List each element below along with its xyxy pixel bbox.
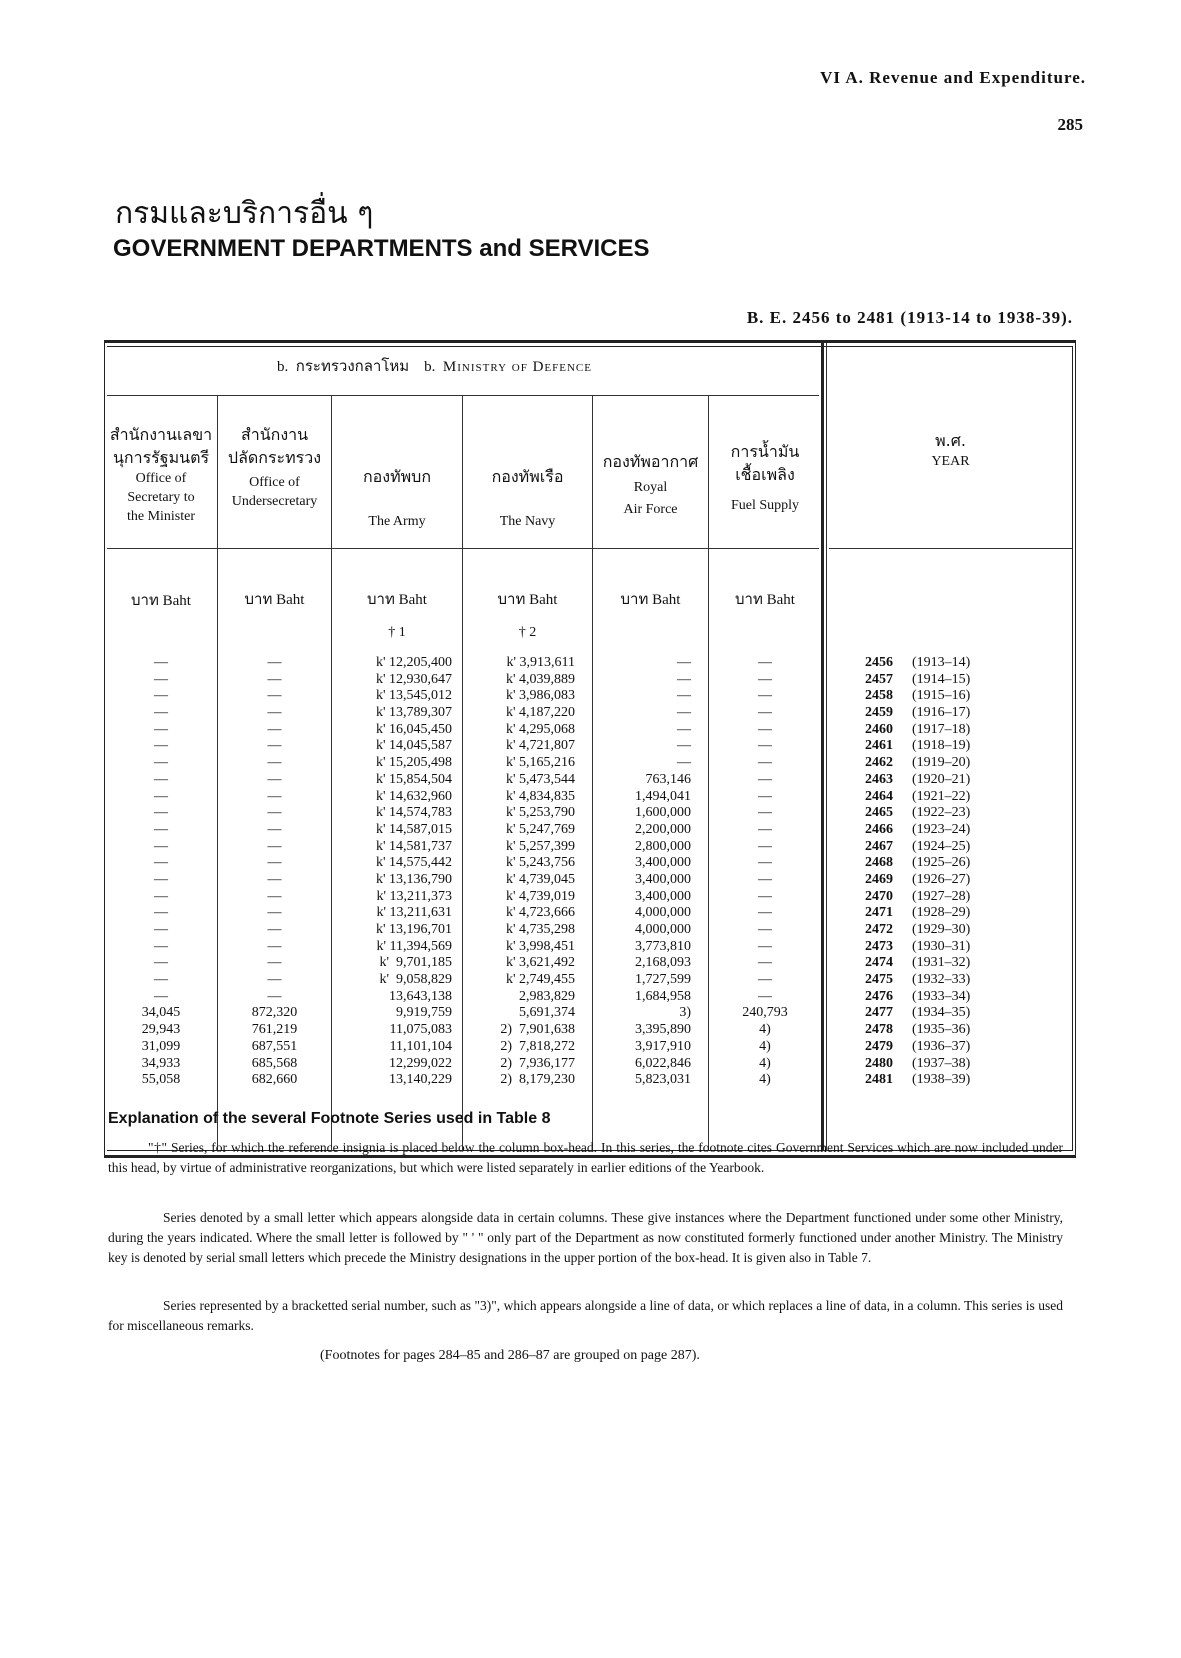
column-airforce — [593, 655, 691, 1089]
table-cell: — — [758, 955, 772, 971]
table-cell: — — [154, 905, 168, 921]
table-cell: 6,022,846 — [635, 1055, 691, 1071]
table-cell: 2462 — [865, 755, 893, 771]
table-cell: — — [758, 655, 772, 670]
table-cell: — — [154, 922, 168, 937]
table-cell: 4) — [759, 1072, 771, 1088]
table-cell: k' 4,723,666 — [505, 905, 575, 921]
table-cell: — — [758, 972, 772, 988]
column-navy — [463, 655, 575, 1089]
table-cell: — — [267, 972, 282, 988]
table-cell: — — [267, 738, 282, 754]
table-cell: k' 9,058,829 — [379, 972, 452, 988]
table-cell: 55,058 — [141, 1072, 181, 1088]
table-cell: 2467 — [865, 838, 893, 854]
table-cell: (1938–39) — [912, 1072, 971, 1088]
table-cell: — — [267, 838, 282, 854]
table-cell: (1915–16) — [912, 688, 971, 704]
table-cell: 4,000,000 — [635, 922, 691, 937]
table-cell: k' 16,045,450 — [375, 721, 452, 737]
table-cell: — — [267, 888, 282, 904]
table-cell: — — [154, 688, 168, 704]
table-cell: (1922–23) — [912, 805, 971, 821]
explanation-paragraph: Series represented by a bracketted serial number, such as "3)", which appears alongside a line of data, or which replaces a line of data, in a column. This series is used for miscellaneous remarks. — [108, 1298, 1063, 1333]
page-title-thai: กรมและบริการอื่น ๆ — [115, 196, 374, 231]
table-cell: 3,395,890 — [635, 1022, 691, 1038]
table-cell: (1926–27) — [912, 871, 971, 887]
table-cell: 2) 7,818,272 — [500, 1038, 575, 1054]
period-label: B. E. 2456 to 2481 (1913-14 to 1938-39). — [746, 308, 1073, 327]
table-cell: (1934–35) — [912, 1005, 971, 1021]
table-cell: 2456 — [865, 655, 893, 670]
table-cell: — — [267, 788, 282, 804]
table-cell: k' 13,545,012 — [375, 688, 452, 704]
col-head-secretary: สำนักงานเลขา นุการรัฐมนตรี Office of Secretary to the Minister — [109, 425, 213, 524]
table-cell: 2466 — [865, 821, 893, 837]
table-cell: (1921–22) — [912, 788, 971, 804]
table-cell: k' 4,187,220 — [505, 705, 575, 721]
table-cell: 2) 7,936,177 — [500, 1055, 575, 1071]
table-cell: 3,917,910 — [635, 1038, 691, 1054]
column-fuel — [709, 655, 821, 1089]
explanation-paragraph: Series denoted by a small letter which appears alongside data in certain columns. These give instances where the Department functioned under some other Ministry, during the years indicated. Where the small letter is followed by " ' " only part of the Department as now constituted formerly functioned under another Ministry. The Ministry key is denoted by serial small letters which precede the Ministry designations in the upper portion of the box-head. It is given also in Table 7. — [108, 1210, 1063, 1265]
table-cell: 4,000,000 — [635, 905, 691, 921]
table-cell: 2481 — [865, 1072, 893, 1088]
unit-label: บาท Baht — [735, 592, 795, 608]
table-cell: 9,919,759 — [396, 1005, 452, 1021]
table-cell: — — [758, 938, 772, 954]
table-cell: — — [758, 688, 772, 704]
table-cell: — — [154, 938, 168, 954]
table-cell: k' 4,735,298 — [505, 922, 575, 937]
table-cell: — — [758, 705, 772, 721]
table-cell: 2472 — [865, 922, 893, 937]
table-cell: 5,823,031 — [635, 1072, 691, 1088]
table-cell: — — [267, 755, 282, 771]
table-cell: — — [267, 955, 282, 971]
table-cell: 2470 — [865, 888, 893, 904]
table-cell: — — [758, 922, 772, 937]
table-cell: k' 14,587,015 — [375, 821, 452, 837]
table-cell: — — [758, 988, 772, 1004]
table-cell: 2465 — [865, 805, 893, 821]
table-cell: 685,568 — [251, 1055, 298, 1071]
table-cell: k' 11,394,569 — [376, 938, 452, 954]
table-cell: k' 13,196,701 — [375, 922, 452, 937]
table-cell: — — [267, 655, 282, 670]
table-cell: k' 12,930,647 — [375, 671, 452, 687]
footnote-marker: † 1 — [388, 625, 406, 640]
table-cell: 34,933 — [141, 1055, 181, 1071]
table-cell: 31,099 — [141, 1038, 181, 1054]
table-cell: (1927–28) — [912, 888, 971, 904]
table-cell: k' 5,247,769 — [505, 821, 575, 837]
col-head-year: พ.ศ. YEAR — [931, 431, 970, 469]
table-cell: — — [154, 771, 168, 787]
table-cell: — — [154, 755, 168, 771]
table-cell: — — [267, 805, 282, 821]
table-cell: 1,494,041 — [635, 788, 691, 804]
table-cell: 2464 — [865, 788, 893, 804]
table-cell: k' 9,701,185 — [379, 955, 452, 971]
table-cell: — — [758, 871, 772, 887]
table-cell: — — [267, 871, 282, 887]
table-cell: k' 15,205,498 — [375, 755, 452, 771]
table-cell: — — [758, 671, 772, 687]
table-cell: 2,983,829 — [519, 988, 575, 1004]
table-cell: — — [154, 721, 168, 737]
table-cell: 2460 — [865, 721, 893, 737]
table-cell: — — [267, 821, 282, 837]
table-cell: — — [154, 972, 168, 988]
table-cell: 687,551 — [251, 1038, 298, 1054]
table-cell: k' 14,632,960 — [375, 788, 452, 804]
col-head-navy: กองทัพเรือ The Navy — [491, 467, 564, 529]
table-cell: — — [758, 905, 772, 921]
table-cell: — — [267, 771, 282, 787]
table-cell: 34,045 — [141, 1005, 181, 1021]
table-cell: — — [154, 738, 168, 754]
table-cell: — — [154, 838, 168, 854]
table-cell: 2,200,000 — [635, 821, 691, 837]
table-cell: — — [677, 705, 691, 721]
table-cell: 2473 — [865, 938, 893, 954]
table-cell: k' 15,854,504 — [375, 771, 452, 787]
table-cell: k' 5,165,216 — [505, 755, 575, 771]
table-cell: 3,400,000 — [635, 871, 691, 887]
column-year-ce — [912, 655, 1002, 1089]
table-cell: — — [154, 855, 168, 871]
table-cell: k' 5,257,399 — [505, 838, 575, 854]
table-cell: k' 14,574,783 — [375, 805, 452, 821]
table-cell: — — [677, 738, 691, 754]
table-cell: (1914–15) — [912, 671, 971, 687]
table-cell: — — [154, 871, 168, 887]
table-cell: k' 4,721,807 — [505, 738, 575, 754]
table-cell: (1924–25) — [912, 838, 971, 854]
data-table — [104, 340, 1076, 1158]
table-cell: k' 12,205,400 — [375, 655, 452, 670]
col-head-army: กองทัพบก The Army — [362, 467, 432, 529]
table-cell: 4) — [759, 1055, 771, 1071]
table-cell: 2) 8,179,230 — [500, 1072, 575, 1088]
table-cell: (1937–38) — [912, 1055, 971, 1071]
table-cell: — — [758, 738, 772, 754]
table-cell: — — [154, 788, 168, 804]
table-cell: — — [758, 805, 772, 821]
table-cell: — — [677, 721, 691, 737]
table-cell: k' 4,295,068 — [505, 721, 575, 737]
table-cell: k' 13,136,790 — [375, 871, 452, 887]
table-cell: k' 3,621,492 — [505, 955, 575, 971]
table-cell: 240,793 — [742, 1005, 788, 1021]
table-cell: 2) 7,901,638 — [500, 1022, 575, 1038]
table-cell: — — [758, 838, 772, 854]
table-cell: 763,146 — [645, 771, 691, 787]
table-cell: k' 13,211,373 — [376, 888, 452, 904]
table-cell: — — [758, 788, 772, 804]
table-cell: 2,800,000 — [635, 838, 691, 854]
table-cell: (1928–29) — [912, 905, 971, 921]
table-cell: 2480 — [865, 1055, 893, 1071]
unit-label: บาท Baht — [620, 592, 681, 608]
table-cell: 761,219 — [251, 1022, 298, 1038]
table-cell: — — [677, 755, 691, 771]
table-cell: — — [758, 755, 772, 771]
table-cell: 13,140,229 — [389, 1072, 452, 1088]
table-cell: 2461 — [865, 738, 893, 754]
table-cell: (1917–18) — [912, 721, 971, 737]
table-cell: (1931–32) — [912, 955, 971, 971]
table-cell: (1918–19) — [912, 738, 971, 754]
table-cell: — — [154, 705, 168, 721]
table-cell: 2469 — [865, 871, 893, 887]
table-cell: — — [677, 655, 691, 670]
table-cell: k' 3,986,083 — [505, 688, 575, 704]
table-cell: 12,299,022 — [389, 1055, 452, 1071]
table-cell: 2468 — [865, 855, 893, 871]
table-cell: — — [267, 721, 282, 737]
table-cell: — — [267, 855, 282, 871]
table-cell: 3,773,810 — [635, 938, 691, 954]
page-number: 285 — [1057, 115, 1083, 134]
table-cell: (1919–20) — [912, 755, 971, 771]
table-cell: 2474 — [865, 955, 893, 971]
table-cell: 2471 — [865, 905, 893, 921]
table-cell: — — [758, 855, 772, 871]
table-cell: k' 4,039,889 — [505, 671, 575, 687]
column-secretary — [105, 655, 217, 1089]
table-cell: 2478 — [865, 1022, 893, 1038]
table-cell: — — [154, 988, 168, 1004]
table-cell: k' 5,243,756 — [505, 855, 575, 871]
table-cell: 682,660 — [251, 1072, 298, 1088]
table-cell: k' 14,045,587 — [375, 738, 452, 754]
table-cell: — — [267, 705, 282, 721]
table-cell: k' 4,739,019 — [505, 888, 575, 904]
table-cell: k' 3,998,451 — [505, 938, 575, 954]
table-cell: (1923–24) — [912, 821, 971, 837]
table-cell: 3,400,000 — [635, 888, 691, 904]
table-cell: (1936–37) — [912, 1038, 971, 1054]
table-cell: (1930–31) — [912, 938, 971, 954]
explanation-paragraph: "†" Series, for which the reference insignia is placed below the column box-head. In this series, the footnote cites Government Services which are now included under this head, by virtue of administrative reorganizations, but which were listed separately in earlier editions of the Yearbook. — [108, 1140, 1063, 1175]
table-cell: 1,684,958 — [635, 988, 691, 1004]
table-cell: — — [267, 905, 282, 921]
table-cell: — — [267, 922, 282, 937]
table-cell: k' 13,211,631 — [376, 905, 452, 921]
table-cell: — — [677, 688, 691, 704]
table-cell: 4) — [759, 1022, 771, 1038]
table-cell: 29,943 — [141, 1022, 181, 1038]
table-cell: 4) — [759, 1038, 771, 1054]
table-cell: 11,101,104 — [389, 1038, 452, 1054]
table-cell: 2,168,093 — [635, 955, 691, 971]
table-cell: 2475 — [865, 972, 893, 988]
table-cell: — — [267, 671, 282, 687]
table-cell: — — [154, 821, 168, 837]
table-cell: 2477 — [865, 1005, 893, 1021]
table-cell: 872,320 — [251, 1005, 298, 1021]
table-cell: (1933–34) — [912, 988, 971, 1004]
page-title: GOVERNMENT DEPARTMENTS and SERVICES — [113, 235, 650, 262]
table-cell: 2463 — [865, 771, 893, 787]
table-cell: — — [154, 955, 168, 971]
table-cell: k' 13,789,307 — [375, 705, 452, 721]
col-head-undersecretary: สำนักงาน ปลัดกระทรวง Office of Undersecretary — [227, 425, 322, 509]
table-cell: (1916–17) — [912, 705, 971, 721]
table-cell: 2458 — [865, 688, 893, 704]
table-cell: 2457 — [865, 671, 893, 687]
table-cell: — — [154, 671, 168, 687]
table-cell: (1932–33) — [912, 972, 971, 988]
table-cell: — — [758, 888, 772, 904]
table-cell: k' 2,749,455 — [505, 972, 575, 988]
table-cell: — — [677, 671, 691, 687]
table-cell: 11,075,083 — [389, 1022, 452, 1038]
table-cell: 5,691,374 — [519, 1005, 575, 1021]
table-cell: k' 14,575,442 — [375, 855, 452, 871]
table-cell: — — [758, 821, 772, 837]
col-head-airforce: กองทัพอากาศ Royal Air Force — [602, 452, 699, 517]
table-cell: — — [267, 988, 282, 1004]
col-head-fuel: การน้ำมัน เชื้อเพลิง Fuel Supply — [730, 442, 800, 513]
table-cell: 3,400,000 — [635, 855, 691, 871]
table-cell: k' 3,913,611 — [506, 655, 575, 670]
table-cell: 2476 — [865, 988, 893, 1004]
unit-label: บาท Baht — [367, 592, 427, 608]
unit-label: บาท Baht — [131, 593, 191, 609]
table-cell: k' 5,473,544 — [505, 771, 575, 787]
table-cell: — — [267, 938, 282, 954]
table-cell: — — [758, 771, 772, 787]
footnote-marker: † 2 — [518, 625, 537, 640]
table-cell: (1920–21) — [912, 771, 971, 787]
table-cell: 1,600,000 — [635, 805, 691, 821]
ministry-heading: b. กระทรวงกลาโหม b. Ministry of Defence — [277, 357, 592, 375]
table-cell: (1929–30) — [912, 922, 971, 937]
table-cell: 2479 — [865, 1038, 893, 1054]
table-cell: 1,727,599 — [635, 972, 691, 988]
explanation-title: Explanation of the several Footnote Series used in Table 8 — [108, 1110, 551, 1127]
table-cell: k' 14,581,737 — [375, 838, 452, 854]
table-cell: 13,643,138 — [389, 988, 452, 1004]
table-cell: k' 4,739,045 — [505, 871, 575, 887]
column-army — [332, 655, 452, 1089]
column-year-be — [865, 655, 915, 1089]
table-cell: — — [154, 655, 168, 670]
table-cell: — — [154, 888, 168, 904]
table-cell: — — [758, 721, 772, 737]
table-cell: 3) — [679, 1005, 691, 1021]
table-cell: k' 5,253,790 — [505, 805, 575, 821]
table-cell: (1925–26) — [912, 855, 971, 871]
closing-note: (Footnotes for pages 284–85 and 286–87 are grouped on page 287). — [320, 1348, 700, 1363]
unit-label: บาท Baht — [244, 592, 305, 608]
table-cell: 2459 — [865, 705, 893, 721]
unit-label: บาท Baht — [497, 592, 558, 608]
section-header: VI A. Revenue and Expenditure. — [820, 68, 1086, 87]
table-cell: k' 4,834,835 — [505, 788, 575, 804]
table-cell: — — [154, 805, 168, 821]
table-cell: — — [267, 688, 282, 704]
column-undersecretary — [218, 655, 331, 1089]
table-cell: (1913–14) — [912, 655, 971, 670]
table-cell: (1935–36) — [912, 1022, 971, 1038]
